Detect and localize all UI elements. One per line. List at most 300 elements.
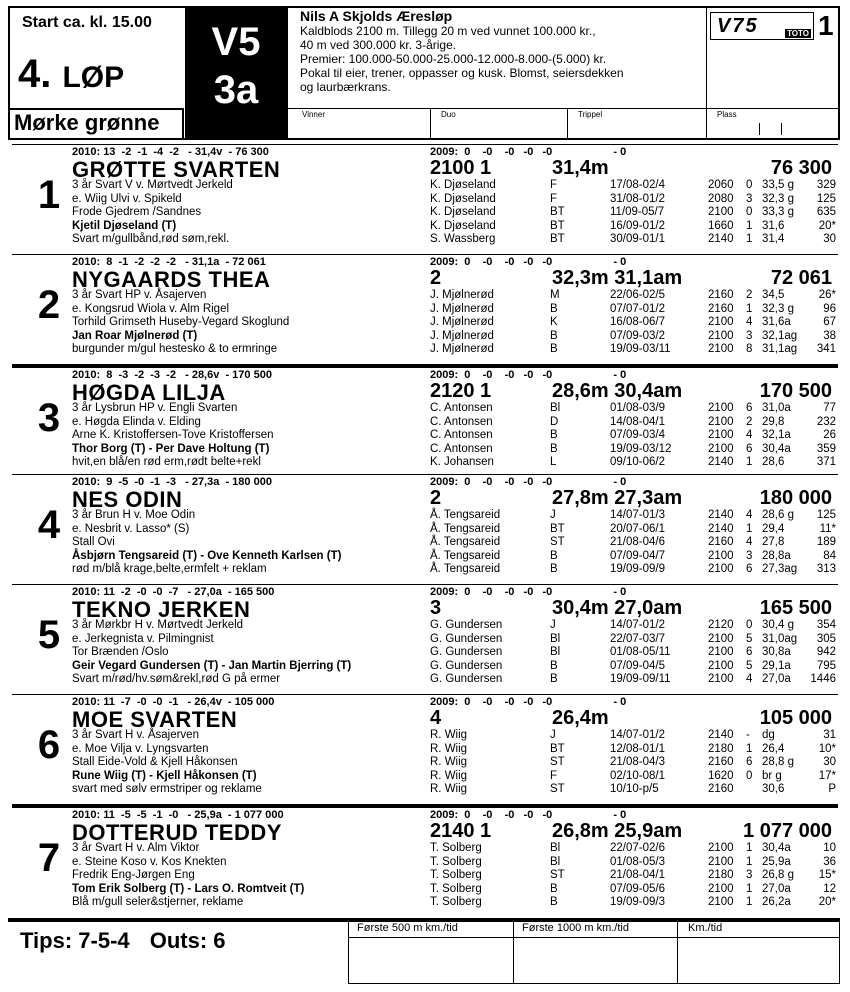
km-time: 30,8a [762,646,791,659]
start-row [430,416,836,430]
bet-label-duo: Duo [441,110,456,119]
info-line: Rune Wiig (T) - Kjell Håkonsen (T) [72,769,257,782]
info-line: svart med sølv ermstriper og reklame [72,783,262,796]
start-row [430,770,836,784]
start-date: 21/08-04/6 [610,536,665,549]
start-row [430,523,836,537]
km-time: dg [762,729,775,741]
driver: J. Mjølnerød [430,316,494,329]
placement: 1 [746,855,753,868]
info-line: Arne K. Kristoffersen-Tove Kristoffersen [72,429,274,442]
horse-info [72,729,427,797]
tips-value: Tips: 7-5-4 [20,928,130,953]
previous-starts [430,402,836,470]
start-date: 22/07-02/6 [610,842,665,854]
stats-2010: 2010: 8 -1 -2 -2 -2 - 31,1a - 72 061 [72,256,266,268]
previous-starts [430,509,836,577]
start-date: 16/09-01/2 [610,219,665,232]
horse-entry [12,694,838,809]
time-field-500 [348,920,514,984]
km-time: 30,4a [762,842,791,854]
time-label-500: Første 500 m km./tid [357,922,458,934]
km-time: 25,9a [762,855,791,868]
time-field-1000 [513,920,678,984]
race-number [18,52,124,97]
stats-2010: 2010: 9 -5 -0 -1 -3 - 27,3a - 180 000 [72,476,272,488]
start-distance: 2100 [708,402,734,414]
track-code: BT [550,742,565,755]
track-code: J [550,509,556,521]
game-type-top: V5 [211,20,261,64]
previous-starts [430,619,836,687]
km-time: 28,6 g [762,509,794,521]
track-code: B [550,343,558,356]
start-row [430,646,836,660]
track-code: Bl [550,402,561,414]
odds: 1446 [810,673,836,686]
info-line: 3 år Lysbrun HP v. Engli Svarten [72,402,238,414]
start-row [430,896,836,910]
track-code: B [550,442,558,455]
track-code: BT [550,233,565,246]
race-number-value: 4. [18,52,52,96]
odds: 305 [816,632,836,645]
stats-2009: 2009: 0 -0 -0 -0 -0 - 0 [430,586,627,598]
start-row [430,509,836,523]
placement: 0 [746,769,753,782]
bet-field-vinner [288,109,431,140]
km-time: 28,6 [762,456,785,469]
horse-prize: 76 300 [770,157,832,179]
odds: 26 [823,429,836,442]
track-code: ST [550,536,565,549]
start-row [430,303,836,317]
horse-distance: 2100 1 [430,157,492,179]
info-line: e. Steine Koso v. Kos Knekten [72,855,227,868]
previous-starts [430,842,836,910]
start-date: 02/10-08/1 [610,769,665,782]
bet-field-trippel [568,109,707,140]
placement: 6 [746,646,753,659]
start-distance: 2140 [708,456,734,469]
start-row [430,660,836,674]
start-row [430,729,836,743]
placement: 4 [746,673,753,686]
start-distance: 2100 [708,343,734,356]
driver: Å. Tengsareid [430,549,501,562]
start-row [430,206,836,220]
odds: 125 [816,192,836,205]
stats-2010: 2010: 11 -2 -0 -0 -7 - 27,0a - 165 500 [72,586,275,598]
odds: 96 [823,302,836,315]
info-line: Åsbjørn Tengsareid (T) - Ove Kenneth Karlsen (T) [72,549,342,562]
km-time: 31,1ag [762,343,798,356]
info-line: Svart m/rød/hv.søm&rekl,rød G på ermer [72,673,281,686]
km-time: 31,6 [762,219,785,232]
placement: 1 [746,842,753,854]
odds: 12 [823,882,836,895]
race-description [300,24,706,94]
description-line: 40 m ved 300.000 kr. 3-årige. [300,38,457,52]
horse-name: GRØTTE SVARTEN [72,157,281,182]
track-code: M [550,289,560,301]
odds: 125 [816,509,836,521]
plass-tick [781,123,782,135]
driver: G. Gundersen [430,632,503,645]
start-distance: 2180 [708,742,734,755]
game-type-bottom: 3a [213,68,259,112]
horse-distance: 4 [430,707,442,729]
track-code: B [550,302,558,315]
horse-name: HØGDA LILJA [72,380,226,405]
info-line: e. Nesbrit v. Lasso* (S) [72,522,190,535]
track-code: Bl [550,646,561,659]
info-line: Frode Gjedrem /Sandnes [72,206,202,219]
driver: J. Mjølnerød [430,343,494,356]
horse-records: 28,6m 30,4am [552,380,683,402]
horse-records: 26,4m [552,707,609,729]
info-line: Jan Roar Mjølnerød (T) [72,329,198,342]
description-line: Premier: 100.000-50.000-25.000-12.000-8.000-(5.000) kr. [300,52,607,66]
km-time: br g [762,769,782,782]
start-row [430,343,836,357]
start-distance: 2080 [708,192,734,205]
stats-2009: 2009: 0 -0 -0 -0 -0 - 0 [430,369,627,381]
start-distance: 2140 [708,729,734,741]
driver: C. Antonsen [430,402,493,414]
placement: 3 [746,192,753,205]
odds: 36 [823,855,836,868]
odds: 30 [823,233,836,246]
odds: 635 [816,206,836,219]
info-line: 3 år Svart HP v. Åsajerven [72,289,207,301]
start-date: 16/08-06/7 [610,316,665,329]
info-line: Svart m/gullbånd,rød søm,rekl. [72,233,230,246]
start-time: Start ca. kl. 15.00 [22,14,152,31]
tips [20,928,226,954]
start-date: 19/09-09/11 [610,673,671,686]
start-date: 19/09-03/11 [610,343,671,356]
horse-info [72,179,427,247]
plass-tick [759,123,760,135]
driver: C. Antonsen [430,442,493,455]
start-date: 22/07-03/7 [610,632,665,645]
start-date: 10/10-p/5 [610,783,659,796]
start-date: 19/09-09/9 [610,563,665,576]
stats-2010: 2010: 11 -5 -5 -1 -0 - 25,9a - 1 077 000 [72,809,284,821]
placement: 1 [746,742,753,755]
start-date: 17/08-02/4 [610,179,665,191]
stats-2010: 2010: 11 -7 -0 -0 -1 - 26,4v - 105 000 [72,696,275,708]
start-date: 01/08-05/3 [610,855,665,868]
info-line: rød m/blå krage,belte,ermfelt + reklam [72,563,267,576]
horse-prize: 180 000 [759,487,832,509]
placement: 1 [746,522,753,535]
driver: C. Antonsen [430,429,493,442]
placement: 1 [746,219,753,232]
odds: 10* [818,742,836,755]
info-line: e. Wiig Ulvi v. Spikeld [72,192,182,205]
km-time: 27,0a [762,882,791,895]
start-date: 31/08-01/2 [610,192,665,205]
start-row [430,842,836,856]
odds: 77 [823,402,836,414]
header-divider-right [706,6,707,109]
track-code: B [550,549,558,562]
km-time: 28,8a [762,549,791,562]
start-row [430,330,836,344]
horse-distance: 2 [430,487,442,509]
start-row [430,456,836,470]
start-date: 12/08-01/1 [610,742,665,755]
info-line: Thor Borg (T) - Per Dave Holtung (T) [72,442,270,455]
start-date: 09/10-06/2 [610,456,665,469]
placement: 6 [746,402,753,414]
track-code: B [550,563,558,576]
km-time: 29,1a [762,659,791,672]
track-code: F [550,192,558,205]
start-number: 1 [37,173,61,217]
odds: 189 [816,536,836,549]
horse-name: MOE SVARTEN [72,707,238,732]
bet-label-plass: Plass [717,110,737,119]
start-row [430,673,836,687]
horse-prize: 1 077 000 [743,820,832,842]
info-line: Kjetil Djøseland (T) [72,219,177,232]
odds: 84 [823,549,836,562]
driver: C. Antonsen [430,415,493,428]
placement: 5 [746,632,753,645]
stats-2010: 2010: 13 -2 -1 -4 -2 - 31,4v - 76 300 [72,146,269,158]
placement: 2 [746,415,753,428]
odds: 20* [818,896,836,909]
driver: J. Mjølnerød [430,329,494,342]
km-time: 27,8 [762,536,785,549]
start-row [430,883,836,897]
km-time: 31,4 [762,233,785,246]
km-time: 31,0a [762,402,791,414]
start-row [430,550,836,564]
driver: T. Solberg [430,896,482,909]
start-date: 07/09-03/2 [610,329,665,342]
start-distance: 2060 [708,179,734,191]
info-line: Geir Vegard Gundersen (T) - Jan Martin Bjerring (T) [72,659,352,672]
start-distance: 2180 [708,869,734,882]
start-row [430,193,836,207]
track-code: F [550,179,558,191]
start-date: 11/09-05/7 [610,206,665,219]
info-line: hvit,en blå/en rød erm,rødt belte+rekl [72,456,261,469]
odds: 67 [823,316,836,329]
time-label-km: Km./tid [688,922,723,934]
driver: Å. Tengsareid [430,509,501,521]
start-date: 01/08-03/9 [610,402,665,414]
km-time: 32,3 g [762,192,794,205]
track-code: ST [550,869,565,882]
toto-logo-text: TOTO [787,29,809,38]
info-line: Tom Erik Solberg (T) - Lars O. Romtveit (T) [72,882,305,895]
start-distance: 2100 [708,882,734,895]
horse-entry [12,364,838,482]
odds: 31 [823,729,836,741]
info-line: e. Høgda Elinda v. Elding [72,415,201,428]
previous-starts [430,289,836,357]
odds: 371 [816,456,836,469]
odds: 341 [816,343,836,356]
placement: 1 [746,882,753,895]
start-distance: 2140 [708,509,734,521]
km-time: 32,3 g [762,302,794,315]
track-code: B [550,329,558,342]
info-line: 3 år Svart H v. Alm Viktor [72,842,200,854]
placement: 3 [746,329,753,342]
horse-distance: 2120 1 [430,380,492,402]
track-code: Bl [550,855,561,868]
driver: R. Wiig [430,756,468,769]
track-code: Bl [550,842,561,854]
info-line: 3 år Brun H v. Moe Odin [72,509,196,521]
horse-prize: 165 500 [759,597,832,619]
info-line: Stall Ovi [72,536,115,549]
horse-distance: 2140 1 [430,820,492,842]
track-code: J [550,619,556,631]
start-date: 01/08-05/11 [610,646,671,659]
km-time: 33,5 g [762,179,794,191]
start-distance: 2100 [708,632,734,645]
km-time: 31,0ag [762,632,798,645]
horse-info [72,842,427,910]
info-line: Blå m/gull seler&stjerner, reklame [72,896,244,909]
driver: K. Johansen [430,456,494,469]
info-line: Stall Eide-Vold & Kjell Håkonsen [72,756,238,769]
odds: 329 [816,179,836,191]
driver: K. Djøseland [430,219,496,232]
driver: Å. Tengsareid [430,536,501,549]
start-distance: 2120 [708,619,734,631]
start-number: 5 [37,613,61,657]
driver: R. Wiig [430,742,468,755]
start-distance: 2100 [708,842,734,854]
start-distance: 2100 [708,646,734,659]
start-date: 20/07-06/1 [610,522,665,535]
odds: 232 [816,415,836,428]
stats-2009: 2009: 0 -0 -0 -0 -0 - 0 [430,476,627,488]
start-distance: 2160 [708,302,734,315]
color-label: Mørke grønne [14,110,160,135]
placement: 4 [746,429,753,442]
placement: 5 [746,659,753,672]
driver: T. Solberg [430,842,482,854]
km-time: 27,0a [762,673,791,686]
horse-info [72,289,427,357]
km-time: 34,5 [762,289,785,301]
driver: R. Wiig [430,729,468,741]
bet-label-trippel: Trippel [578,110,603,119]
track-code: B [550,659,558,672]
track-code: B [550,896,558,909]
start-row [430,289,836,303]
previous-starts [430,729,836,797]
placement: 3 [746,549,753,562]
driver: R. Wiig [430,769,468,782]
description-line: og laurbærkrans. [300,80,391,94]
km-time: 26,2a [762,896,791,909]
horse-records: 31,4m [552,157,609,179]
odds: 38 [823,329,836,342]
horse-entry [12,254,838,369]
start-row [430,756,836,770]
placement: 2 [746,289,753,301]
track-code: ST [550,783,565,796]
start-distance: 2100 [708,429,734,442]
start-date: 07/09-05/6 [610,882,665,895]
odds: 17* [818,769,836,782]
track-code: D [550,415,559,428]
stats-2009: 2009: 0 -0 -0 -0 -0 - 0 [430,256,627,268]
start-distance: 2100 [708,415,734,428]
driver: J. Mjølnerød [430,289,494,301]
placement: 0 [746,179,753,191]
placement: 1 [746,233,753,246]
horse-name: NYGAARDS THEA [72,267,271,292]
odds: 11* [819,522,836,535]
start-distance: 2160 [708,536,734,549]
driver: K. Djøseland [430,206,496,219]
odds: 30 [823,756,836,769]
placement: - [746,729,750,741]
start-date: 30/09-01/1 [610,233,665,246]
start-date: 07/09-03/4 [610,429,665,442]
horse-entry [12,804,838,922]
start-date: 07/09-04/5 [610,659,665,672]
info-line: Fredrik Eng-Jørgen Eng [72,869,195,882]
horse-records: 30,4m 27,0am [552,597,683,619]
start-distance: 2100 [708,442,734,455]
km-time: 30,4 g [762,619,794,631]
info-line: burgunder m/gul hestesko & to ermringe [72,343,278,356]
placement: 3 [746,869,753,882]
description-line: Pokal til eier, trener, oppasser og kusk. Blomst, seiersdekken [300,66,624,80]
driver: S. Wassberg [430,233,496,246]
start-date: 14/07-01/2 [610,729,665,741]
start-row [430,429,836,443]
start-row [430,316,836,330]
odds: 26* [818,289,836,301]
driver: T. Solberg [430,869,482,882]
driver: R. Wiig [430,783,468,796]
start-date: 14/08-04/1 [610,415,665,428]
track-code: BT [550,219,565,232]
km-time: 30,4a [762,442,791,455]
start-row [430,619,836,633]
start-distance: 2100 [708,896,734,909]
start-distance: 2140 [708,233,734,246]
placement: 6 [746,756,753,769]
track-code: BT [550,522,565,535]
start-date: 14/07-01/2 [610,619,665,631]
start-row [430,536,836,550]
start-distance: 1660 [708,219,734,232]
start-distance: 2100 [708,855,734,868]
info-line: Tor Brænden /Oslo [72,646,169,659]
start-row [430,869,836,883]
previous-starts [430,179,836,247]
bet-label-vinner: Vinner [302,110,325,119]
start-date: 19/09-03/12 [610,442,672,455]
start-row [430,443,836,457]
start-row [430,220,836,234]
stats-2009: 2009: 0 -0 -0 -0 -0 - 0 [430,696,627,708]
